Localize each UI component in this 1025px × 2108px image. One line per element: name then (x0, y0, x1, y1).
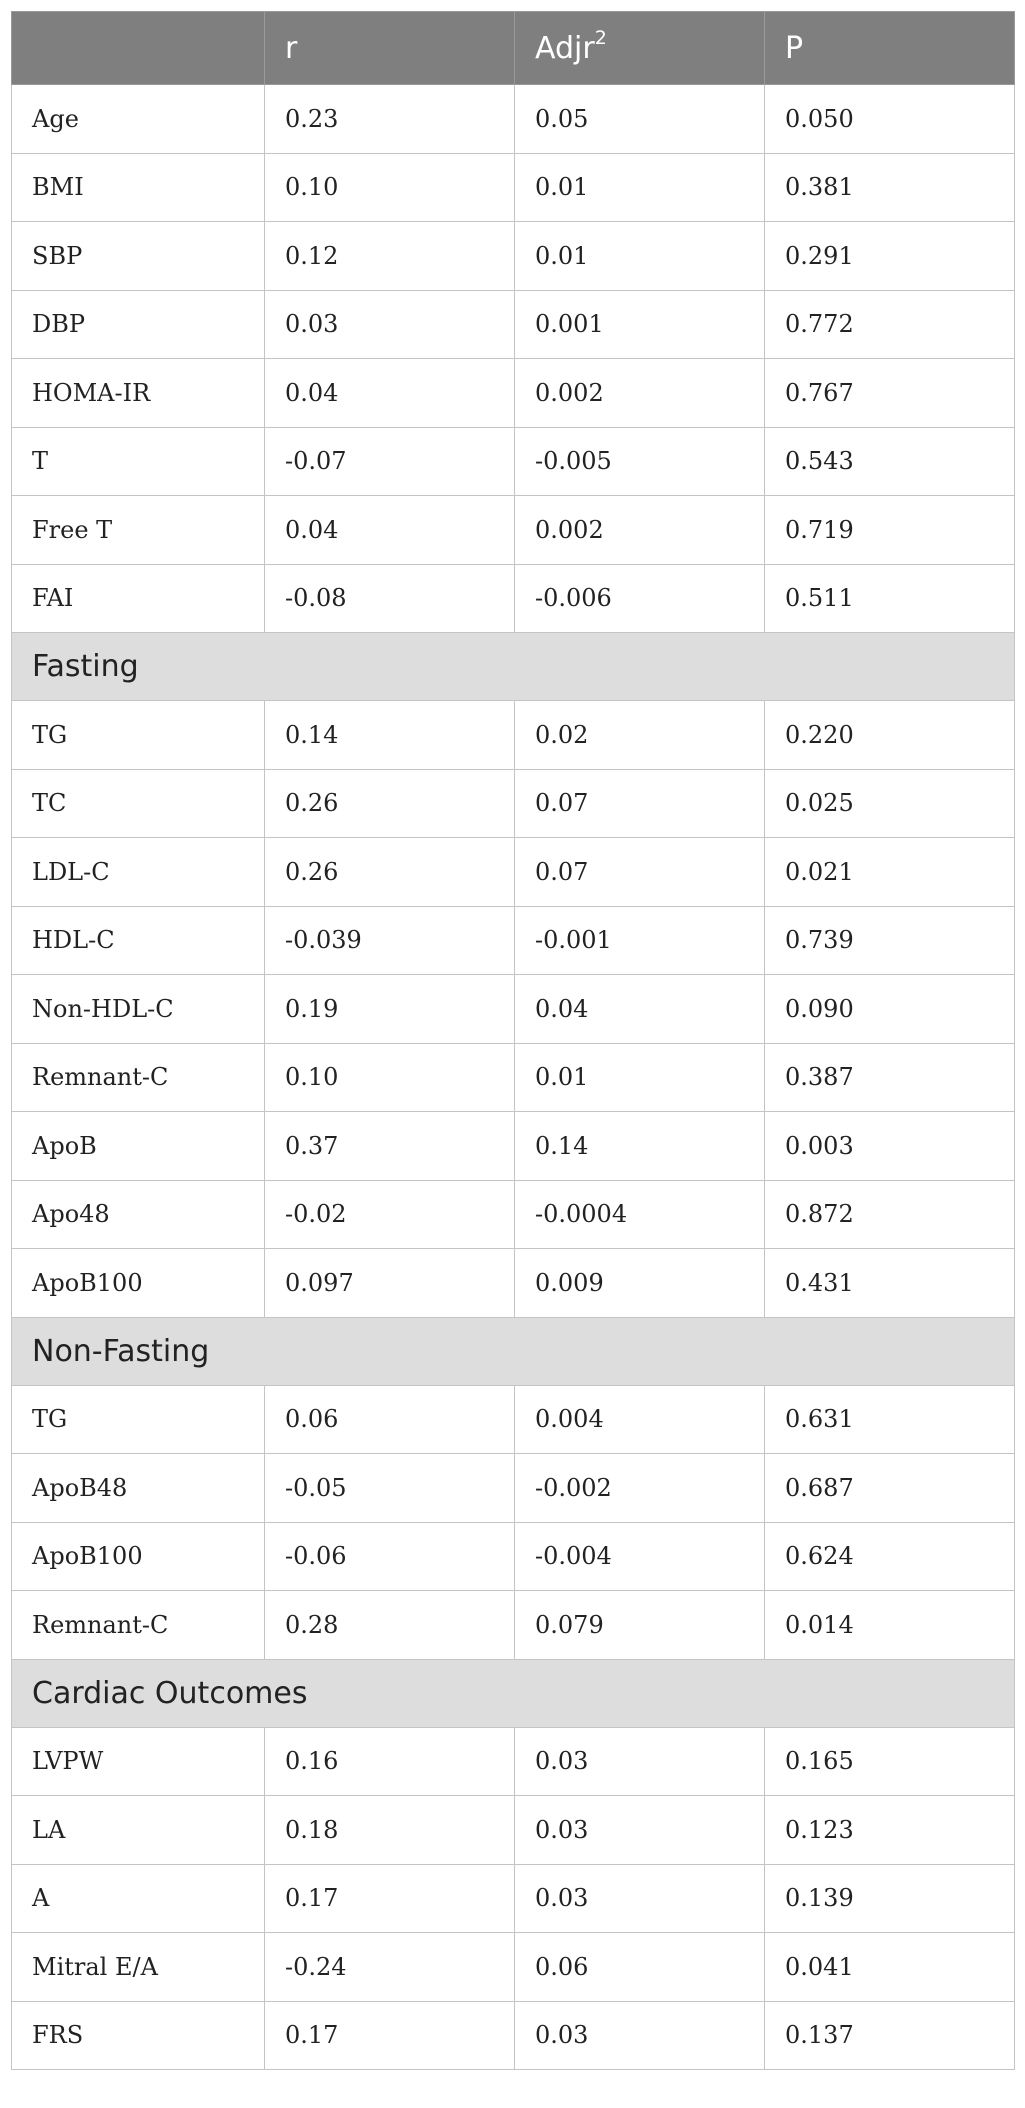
table-row (12, 975, 1015, 1044)
cell-p: 0.431 (765, 1249, 1015, 1318)
cell-p: 0.767 (765, 359, 1015, 428)
cell-variable: DBP (12, 290, 265, 359)
cell-p: 0.123 (765, 1796, 1015, 1865)
cell-r: -0.05 (265, 1454, 515, 1523)
cell-variable: Apo48 (12, 1180, 265, 1249)
cell-p: 0.739 (765, 906, 1015, 975)
table-row (12, 1385, 1015, 1454)
cell-adjr2: 0.01 (515, 222, 765, 291)
cell-p: 0.872 (765, 1180, 1015, 1249)
table-row (12, 564, 1015, 633)
header-adjr-superscript: 2 (594, 27, 607, 49)
table-row (12, 1249, 1015, 1318)
cell-variable: Mitral E/A (12, 1933, 265, 2002)
cell-p: 0.014 (765, 1591, 1015, 1660)
cell-adjr2: 0.02 (515, 701, 765, 770)
table-row (12, 1591, 1015, 1660)
table-row (12, 1522, 1015, 1591)
cell-r: 0.10 (265, 1043, 515, 1112)
cell-r: -0.07 (265, 427, 515, 496)
cell-adjr2: 0.004 (515, 1385, 765, 1454)
cell-variable: Age (12, 85, 265, 154)
table-row (12, 1864, 1015, 1933)
cell-p: 0.291 (765, 222, 1015, 291)
table-row (12, 359, 1015, 428)
cell-variable: ApoB (12, 1112, 265, 1181)
cell-p: 0.137 (765, 2001, 1015, 2070)
cell-variable: TG (12, 1385, 265, 1454)
cell-r: 0.06 (265, 1385, 515, 1454)
table-row (12, 1727, 1015, 1796)
cell-adjr2: -0.005 (515, 427, 765, 496)
cell-adjr2: -0.0004 (515, 1180, 765, 1249)
cell-adjr2: 0.03 (515, 1796, 765, 1865)
header-adjr2 (515, 12, 765, 85)
cell-adjr2: -0.004 (515, 1522, 765, 1591)
cell-r: 0.23 (265, 85, 515, 154)
cell-variable: HOMA-IR (12, 359, 265, 428)
table-row (12, 85, 1015, 154)
cell-p: 0.165 (765, 1727, 1015, 1796)
cell-adjr2: 0.079 (515, 1591, 765, 1660)
cell-adjr2: 0.001 (515, 290, 765, 359)
cell-adjr2: 0.05 (515, 85, 765, 154)
cell-p: 0.511 (765, 564, 1015, 633)
cell-variable: LA (12, 1796, 265, 1865)
cell-p: 0.220 (765, 701, 1015, 770)
table-row (12, 427, 1015, 496)
cell-adjr2: 0.06 (515, 1933, 765, 2002)
cell-variable: FRS (12, 2001, 265, 2070)
cell-r: 0.04 (265, 359, 515, 428)
cell-r: 0.19 (265, 975, 515, 1044)
cell-r: 0.18 (265, 1796, 515, 1865)
cell-r: 0.03 (265, 290, 515, 359)
cell-adjr2: 0.03 (515, 1727, 765, 1796)
header-r: r (265, 12, 515, 85)
header-row (12, 12, 1015, 85)
cell-adjr2: 0.03 (515, 2001, 765, 2070)
cell-adjr2: 0.07 (515, 769, 765, 838)
cell-r: 0.14 (265, 701, 515, 770)
cell-variable: LVPW (12, 1727, 265, 1796)
cell-p: 0.041 (765, 1933, 1015, 2002)
cell-adjr2: 0.07 (515, 838, 765, 907)
cell-adjr2: 0.01 (515, 1043, 765, 1112)
table-row (12, 1112, 1015, 1181)
header-variable (12, 12, 265, 85)
table-row (12, 1043, 1015, 1112)
cell-r: -0.06 (265, 1522, 515, 1591)
section-row (12, 633, 1015, 701)
section-label: Cardiac Outcomes (12, 1659, 1015, 1727)
cell-variable: Remnant-C (12, 1591, 265, 1660)
cell-p: 0.021 (765, 838, 1015, 907)
table-body (12, 85, 1015, 2070)
table-row (12, 701, 1015, 770)
cell-p: 0.719 (765, 496, 1015, 565)
cell-adjr2: 0.04 (515, 975, 765, 1044)
cell-p: 0.631 (765, 1385, 1015, 1454)
cell-p: 0.543 (765, 427, 1015, 496)
cell-adjr2: -0.006 (515, 564, 765, 633)
table-row (12, 496, 1015, 565)
cell-adjr2: 0.03 (515, 1864, 765, 1933)
table-header (12, 12, 1015, 85)
cell-variable: ApoB100 (12, 1249, 265, 1318)
cell-variable: BMI (12, 153, 265, 222)
table-row (12, 222, 1015, 291)
table-row (12, 906, 1015, 975)
cell-p: 0.624 (765, 1522, 1015, 1591)
table-row (12, 1180, 1015, 1249)
table-row (12, 290, 1015, 359)
cell-variable: ApoB48 (12, 1454, 265, 1523)
cell-r: 0.26 (265, 838, 515, 907)
cell-r: 0.16 (265, 1727, 515, 1796)
table-row (12, 1933, 1015, 2002)
cell-adjr2: 0.002 (515, 359, 765, 428)
cell-r: 0.097 (265, 1249, 515, 1318)
cell-variable: T (12, 427, 265, 496)
table-row (12, 838, 1015, 907)
cell-variable: Free T (12, 496, 265, 565)
cell-variable: TG (12, 701, 265, 770)
section-row (12, 1659, 1015, 1727)
cell-variable: LDL-C (12, 838, 265, 907)
cell-p: 0.025 (765, 769, 1015, 838)
cell-variable: FAI (12, 564, 265, 633)
cell-r: -0.24 (265, 1933, 515, 2002)
correlation-table (11, 11, 1015, 2070)
cell-r: 0.17 (265, 2001, 515, 2070)
cell-r: -0.08 (265, 564, 515, 633)
cell-r: 0.28 (265, 1591, 515, 1660)
cell-p: 0.381 (765, 153, 1015, 222)
cell-r: 0.17 (265, 1864, 515, 1933)
cell-variable: SBP (12, 222, 265, 291)
cell-p: 0.003 (765, 1112, 1015, 1181)
cell-p: 0.139 (765, 1864, 1015, 1933)
cell-p: 0.772 (765, 290, 1015, 359)
correlation-table-container (11, 11, 1014, 2070)
cell-r: -0.02 (265, 1180, 515, 1249)
header-adjr-text: Adjr (535, 31, 595, 66)
cell-r: 0.12 (265, 222, 515, 291)
table-row (12, 2001, 1015, 2070)
cell-variable: Non-HDL-C (12, 975, 265, 1044)
cell-r: 0.10 (265, 153, 515, 222)
cell-variable: Remnant-C (12, 1043, 265, 1112)
section-row (12, 1317, 1015, 1385)
section-label: Fasting (12, 633, 1015, 701)
cell-adjr2: 0.14 (515, 1112, 765, 1181)
cell-r: -0.039 (265, 906, 515, 975)
section-label: Non-Fasting (12, 1317, 1015, 1385)
cell-variable: ApoB100 (12, 1522, 265, 1591)
table-row (12, 153, 1015, 222)
table-row (12, 1796, 1015, 1865)
cell-adjr2: 0.009 (515, 1249, 765, 1318)
cell-p: 0.687 (765, 1454, 1015, 1523)
header-p: P (765, 12, 1015, 85)
cell-p: 0.050 (765, 85, 1015, 154)
cell-r: 0.26 (265, 769, 515, 838)
cell-adjr2: 0.002 (515, 496, 765, 565)
cell-adjr2: -0.001 (515, 906, 765, 975)
cell-p: 0.090 (765, 975, 1015, 1044)
cell-adjr2: -0.002 (515, 1454, 765, 1523)
table-row (12, 769, 1015, 838)
cell-p: 0.387 (765, 1043, 1015, 1112)
table-row (12, 1454, 1015, 1523)
cell-adjr2: 0.01 (515, 153, 765, 222)
cell-r: 0.04 (265, 496, 515, 565)
cell-r: 0.37 (265, 1112, 515, 1181)
cell-variable: HDL-C (12, 906, 265, 975)
cell-variable: A (12, 1864, 265, 1933)
cell-variable: TC (12, 769, 265, 838)
